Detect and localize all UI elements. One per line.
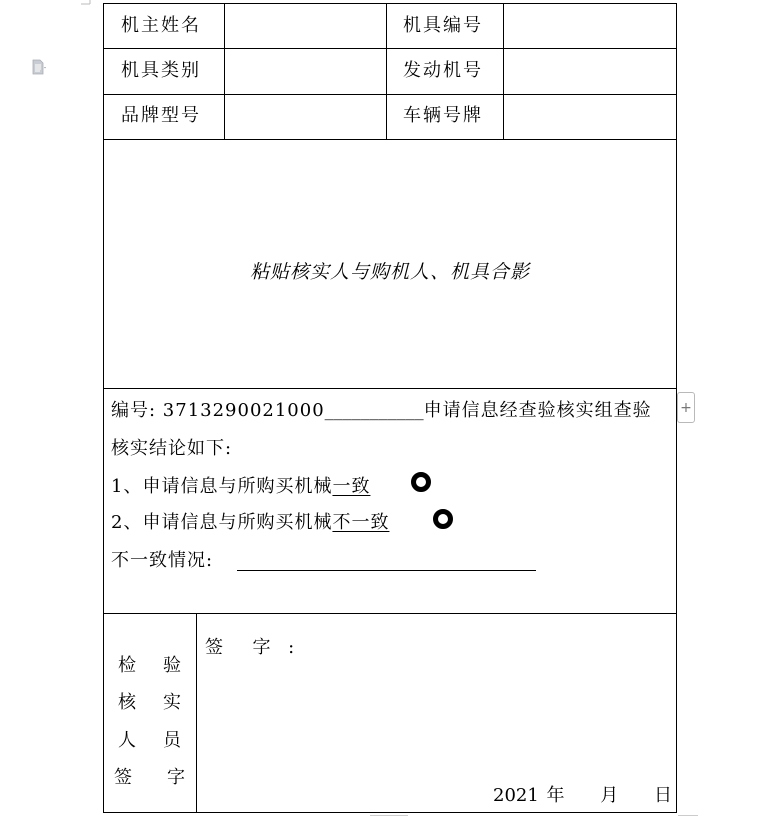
option1-text: 1、申请信息与所购买机械: [111, 476, 333, 497]
verification-line-2: 核实结论如下:: [111, 438, 233, 459]
verification-line-1: [111, 400, 652, 422]
mismatch-label: 不一致情况:: [111, 550, 214, 571]
signature-field[interactable]: [200, 660, 670, 770]
option2-choice: 不一致: [332, 512, 390, 533]
photo-area[interactable]: [104, 140, 676, 388]
inspector-label-char: 字: [167, 767, 185, 788]
date-month-unit: 月: [600, 785, 619, 806]
mismatch-input[interactable]: [237, 548, 536, 570]
serial-number: 编号: 3713290021000: [111, 400, 325, 421]
consistent-radio[interactable]: [411, 472, 431, 492]
date-year-unit: 年: [546, 785, 565, 806]
inspector-label-char: 实: [163, 692, 181, 713]
engine-number-field[interactable]: [506, 51, 674, 91]
page-bottom-mark: [370, 815, 408, 819]
table-border-top: [103, 3, 677, 4]
verification-text: 申请信息经查验核实组查验: [423, 400, 652, 421]
date-line: [493, 781, 672, 807]
inspector-label-char: 验: [163, 655, 181, 676]
inspector-label-char: 核: [118, 692, 136, 713]
option1-choice: 一致: [332, 476, 371, 497]
page-corner-mark: [81, 0, 91, 10]
table-border-left: [103, 3, 104, 813]
date-day-unit: 日: [654, 785, 673, 806]
document-icon[interactable]: [31, 59, 47, 75]
column-divider: [386, 3, 387, 140]
serial-number-blank[interactable]: ___________: [324, 400, 424, 421]
row-divider: [103, 94, 677, 95]
row-divider: [103, 388, 677, 389]
machine-category-label: 机具类别: [121, 60, 201, 81]
machine-number-field[interactable]: [506, 6, 674, 46]
mismatch-input-underline: [237, 570, 536, 571]
inconsistent-radio[interactable]: [433, 509, 453, 529]
option-inconsistent: [111, 512, 389, 534]
option-consistent: [111, 476, 370, 498]
plate-number-field[interactable]: [506, 97, 674, 137]
column-divider: [196, 613, 197, 813]
signature-label: 签 字 :: [205, 637, 301, 658]
table-border-bottom: [103, 812, 677, 813]
date-year: 2021: [493, 785, 539, 806]
page-bottom-mark: [678, 815, 698, 819]
add-button[interactable]: +: [677, 392, 695, 423]
option2-text: 2、申请信息与所购买机械: [111, 512, 333, 533]
column-divider: [503, 3, 504, 140]
photo-placeholder-text: 粘贴核实人与购机人、机具合影: [249, 261, 530, 283]
engine-number-label: 发动机号: [403, 60, 483, 81]
inspector-label-char: 人: [118, 730, 136, 751]
plate-number-label: 车辆号牌: [403, 105, 483, 126]
column-divider: [224, 3, 225, 140]
row-divider: [103, 613, 677, 614]
inspector-label-char: 员: [163, 730, 181, 751]
owner-name-label: 机主姓名: [121, 15, 201, 36]
inspector-label-char: 签: [114, 767, 132, 788]
brand-model-label: 品牌型号: [121, 105, 201, 126]
machine-category-field[interactable]: [226, 51, 384, 91]
brand-model-field[interactable]: [226, 97, 384, 137]
owner-name-field[interactable]: [226, 6, 384, 46]
row-divider: [103, 48, 677, 49]
machine-number-label: 机具编号: [403, 15, 483, 36]
inspector-label-char: 检: [118, 655, 136, 676]
